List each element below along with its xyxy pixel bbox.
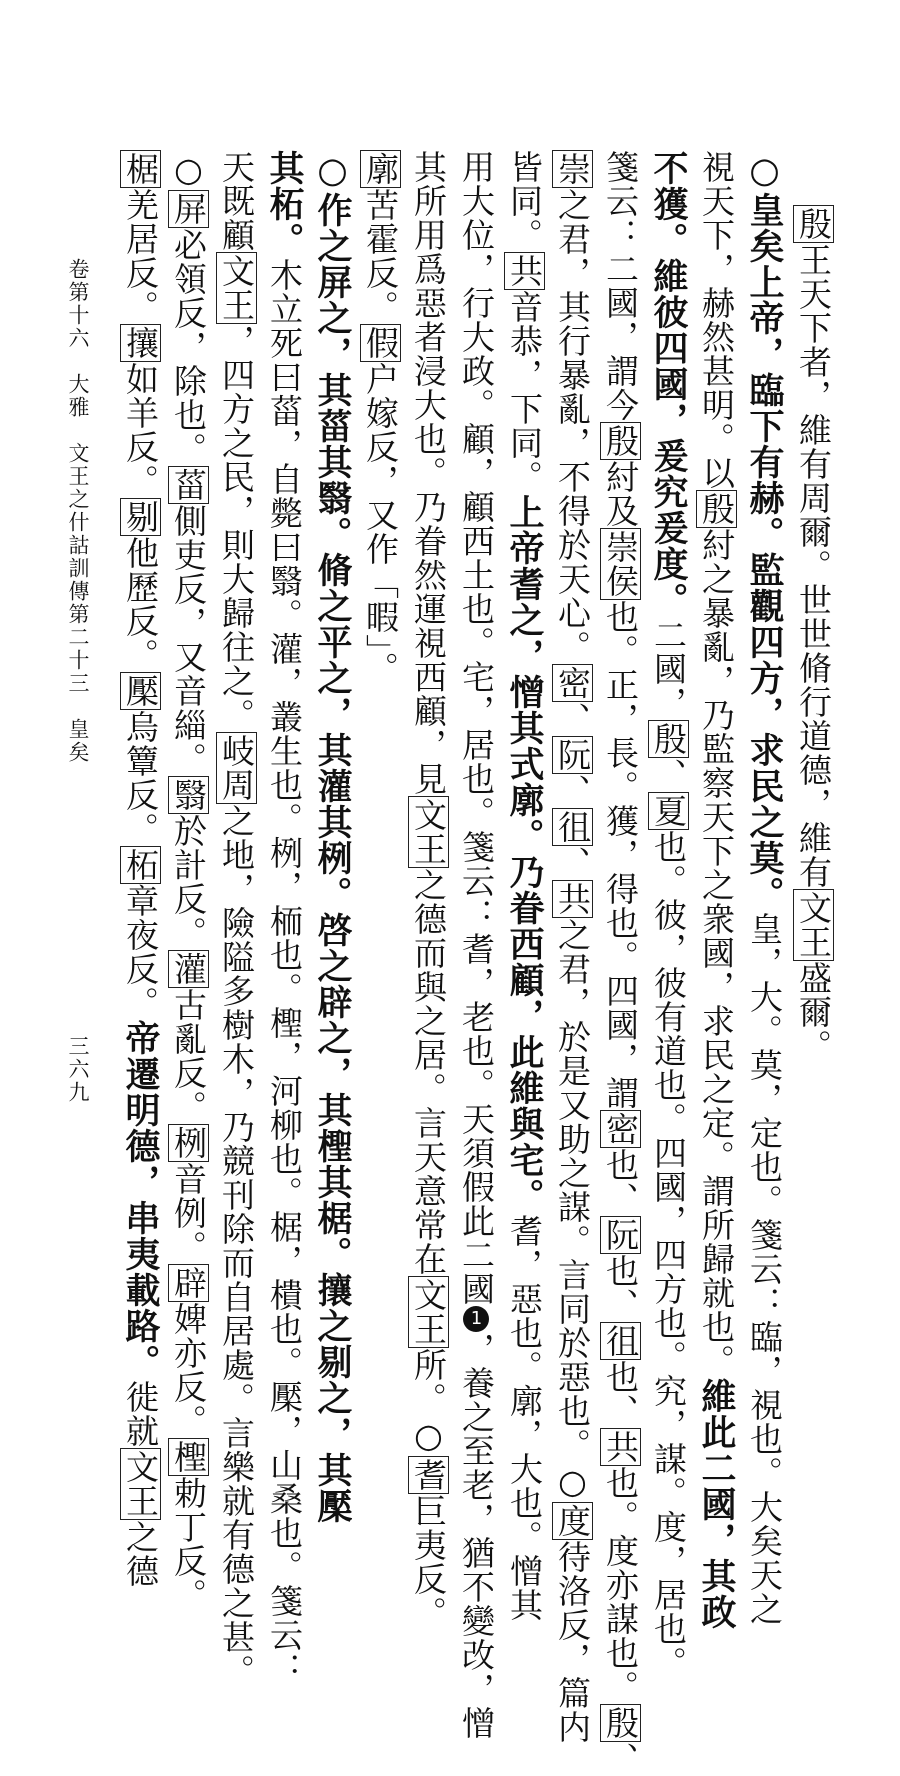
commentary-text: 側吏反，又音緇。 — [169, 504, 208, 776]
poem-verse: ○皇矣上帝，臨下有赫。監觀四方，求民之莫。 — [744, 150, 785, 912]
commentary-text: 烏簟反。 — [121, 710, 160, 846]
commentary-text: 也。正，長。獲，得也。四國，謂 — [601, 600, 640, 1110]
proper-noun-marked: 崇 — [553, 152, 592, 186]
commentary-text: 户嫁反，又作「暇」。 — [361, 362, 400, 686]
proper-noun-marked: 耆 — [409, 1458, 448, 1492]
text-column-15 — [117, 150, 163, 1588]
commentary-text: 、 — [601, 1742, 640, 1776]
proper-noun-marked: 文王 — [794, 891, 833, 959]
page-number: 三六九 — [66, 1035, 90, 1104]
running-head: 卷第十六 大雅 文王之什詁訓傳第二十三 皇矣 — [66, 258, 90, 764]
commentary-text: 也、 — [601, 1148, 640, 1216]
proper-noun-marked: 文王 — [121, 1450, 160, 1518]
proper-noun-marked: 度 — [553, 1504, 592, 1538]
commentary-text: 視天下，赫然甚明。以 — [697, 150, 736, 490]
commentary-text: 他歷反。 — [121, 536, 160, 672]
text-column-3 — [693, 150, 739, 1630]
commentary-text: 、 — [553, 846, 592, 880]
commentary-text: 必領反，除也。 — [169, 228, 208, 466]
commentary-text: 章夜反。 — [121, 884, 160, 1020]
commentary-text: 之君，其行暴亂，不得於天心。 — [553, 188, 592, 664]
commentary-text: 婢亦反。 — [169, 1302, 208, 1438]
commentary-text: 、 — [553, 774, 592, 808]
commentary-text: 天既顧 — [217, 150, 256, 252]
proper-noun-marked: 屏 — [169, 192, 208, 226]
text-column-12 — [261, 150, 307, 1686]
proper-noun-marked: 密 — [601, 1112, 640, 1146]
text-column-8 — [453, 150, 499, 1740]
proper-noun-marked: 殷 — [601, 1706, 640, 1740]
commentary-text: 也。度亦謀也。 — [601, 1466, 640, 1704]
commentary-text: 皇，大。莫，定也。箋云：臨，視也。大矣天之 — [745, 912, 784, 1626]
commentary-text: 羌居反。 — [121, 188, 160, 324]
proper-noun-marked: 共 — [553, 882, 592, 916]
commentary-text: 紂之暴亂，乃監察天下之衆國，求民之定。謂所歸就也。 — [697, 528, 736, 1378]
commentary-text: ，四方之民，則大歸往之。 — [217, 324, 256, 732]
commentary-text: 音例。 — [169, 1162, 208, 1264]
commentary-text: 巨夷反。 — [409, 1494, 448, 1630]
commentary-text: 於計反。 — [169, 814, 208, 950]
commentary-text: 如羊反。 — [121, 362, 160, 498]
text-column-1 — [790, 205, 836, 1465]
text-column-9 — [405, 150, 451, 1630]
proper-noun-marked: 栵 — [169, 1126, 208, 1160]
proper-noun-marked: 共 — [505, 254, 544, 288]
proper-noun-marked: 灌 — [169, 952, 208, 986]
proper-noun-marked: 共 — [601, 1430, 640, 1464]
commentary-text: 古亂反。 — [169, 988, 208, 1124]
text-column-13 — [213, 150, 259, 1688]
poem-verse: 帝遷明德，串夷載路。 — [120, 1020, 161, 1380]
commentary-text: 其所用爲惡者浸大也。乃眷然運視西顧，見 — [409, 150, 448, 796]
commentary-text: 紂及 — [601, 460, 640, 528]
commentary-text: 、 — [649, 758, 688, 792]
commentary-text: 之君，於是又助之謀。言同於惡也。○ — [553, 918, 592, 1502]
poem-verse: 維此二國，其政 — [696, 1378, 737, 1630]
proper-noun-marked: 翳 — [169, 778, 208, 812]
proper-noun-marked: 崇侯 — [601, 530, 640, 598]
commentary-text: 也、 — [601, 1360, 640, 1428]
proper-noun-marked: 殷 — [649, 722, 688, 756]
proper-noun-marked: 文王 — [409, 1278, 448, 1346]
commentary-text: 音恭，下同。 — [505, 290, 544, 494]
proper-noun-marked: 阮 — [601, 1218, 640, 1252]
commentary-text: 皆同。 — [505, 150, 544, 252]
poem-verse: 上帝耆之，憎其式廓。乃眷西顧，此維與宅。 — [504, 494, 545, 1214]
commentary-text: 木立死曰菑，自斃曰翳。灌，叢生也。栵，栭也。檉，河柳也。椐，樻也。檿，山桑也。箋云： — [265, 258, 304, 1686]
text-column-14 — [165, 150, 211, 1612]
commentary-text: 之德而與之居。言天意常在 — [409, 868, 448, 1276]
proper-noun-marked: 攘 — [121, 326, 160, 360]
proper-noun-marked: 檉 — [169, 1440, 208, 1474]
proper-noun-marked: 殷 — [697, 492, 736, 526]
proper-noun-marked: 殷 — [601, 424, 640, 458]
commentary-text: 箋云：二國，謂今 — [601, 150, 640, 422]
proper-noun-marked: 廓 — [361, 152, 400, 186]
proper-noun-marked: 椐 — [121, 152, 160, 186]
commentary-text: 勅丁反。 — [169, 1476, 208, 1612]
text-column-10 — [357, 150, 403, 1410]
proper-noun-marked: 柘 — [121, 848, 160, 882]
commentary-text: 也、 — [601, 1254, 640, 1322]
proper-noun-marked: 密 — [553, 666, 592, 700]
proper-noun-marked: 殷 — [794, 207, 833, 241]
text-column-2 — [741, 150, 787, 1626]
commentary-text: 用大位，行大政。顧，顧西土也。宅，居也。箋云：耆，老也。天須假此二國 — [457, 150, 496, 1306]
commentary-text: 二國， — [649, 618, 688, 720]
proper-noun-marked: 徂 — [601, 1324, 640, 1358]
proper-noun-marked: 檿 — [121, 674, 160, 708]
commentary-text: 盛爾。 — [794, 961, 833, 1063]
commentary-text: 所。○ — [409, 1348, 448, 1456]
commentary-text: ○ — [169, 150, 208, 190]
text-column-6 — [549, 150, 595, 1744]
poem-verse: 不獲。維彼四國，爰究爰度。 — [648, 150, 689, 618]
commentary-text: 之德 — [121, 1520, 160, 1588]
proper-noun-marked: 菑 — [169, 468, 208, 502]
commentary-text: 、 — [553, 702, 592, 736]
commentary-text: 徙就 — [121, 1380, 160, 1448]
proper-noun-marked: 文王 — [409, 798, 448, 866]
commentary-text: 也。彼，彼有道也。四國，四方也。究，謀。度，居也。 — [649, 830, 688, 1680]
commentary-text: 待洛反，篇内 — [553, 1540, 592, 1744]
footnote-marker: 1 — [463, 1306, 489, 1332]
poem-verse: 其柘。 — [264, 150, 305, 258]
text-column-5 — [597, 150, 643, 1776]
commentary-text: 之地，險隘多樹木，乃競刊除而自居處。言樂就有德之甚。 — [217, 804, 256, 1688]
text-column-11 — [309, 150, 355, 1524]
proper-noun-marked: 假 — [361, 326, 400, 360]
commentary-text: 耆，惡也。廓，大也。憎其 — [505, 1214, 544, 1622]
text-column-7 — [501, 150, 547, 1622]
proper-noun-marked: 文王 — [217, 254, 256, 322]
commentary-text: ，養之至老，猶不變改，憎 — [457, 1332, 496, 1740]
proper-noun-marked: 阮 — [553, 738, 592, 772]
text-column-4 — [645, 150, 691, 1680]
proper-noun-marked: 辟 — [169, 1266, 208, 1300]
proper-noun-marked: 徂 — [553, 810, 592, 844]
commentary-text: 苦霍反。 — [361, 188, 400, 324]
proper-noun-marked: 岐周 — [217, 734, 256, 802]
proper-noun-marked: 剔 — [121, 500, 160, 534]
commentary-text: 王天下者，維有周爾。世世脩行道德，維有 — [794, 243, 833, 889]
poem-verse: ○作之屏之，其菑其翳。脩之平之，其灌其栵。啓之辟之，其檉其椐。攘之剔之，其檿 — [312, 150, 353, 1524]
proper-noun-marked: 夏 — [649, 794, 688, 828]
